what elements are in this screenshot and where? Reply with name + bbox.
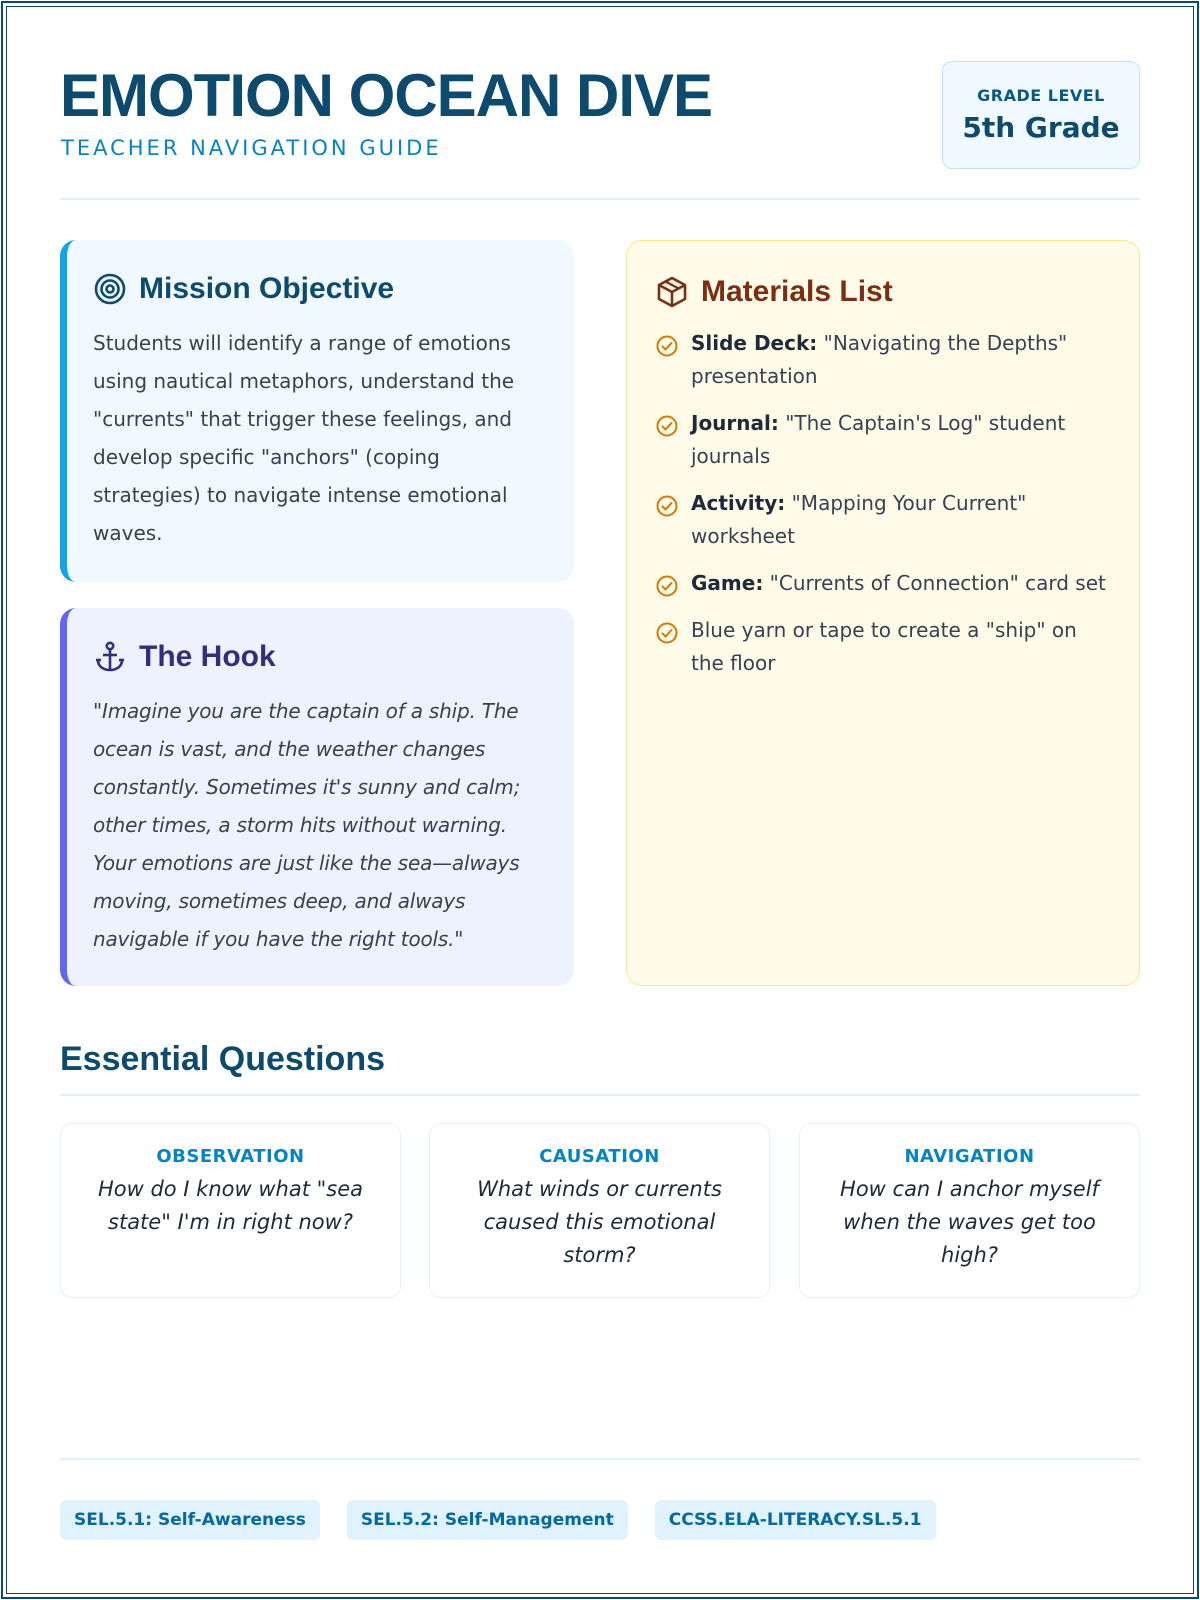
materials-item-desc: "Currents of Connection" card set <box>763 571 1106 595</box>
question-text: How can I anchor myself when the waves get too high? <box>840 1177 1099 1267</box>
materials-list-title: Materials List <box>701 275 893 308</box>
standards-tags <box>60 1500 963 1540</box>
check-circle-icon <box>655 494 679 518</box>
question-category: NAVIGATION <box>904 1146 1035 1167</box>
materials-list-header <box>655 275 893 309</box>
materials-item-desc: "Mapping Your Current" worksheet <box>691 491 1027 548</box>
essential-questions-title: Essential Questions <box>60 1040 385 1078</box>
hook-text: "Imagine you are the captain of a ship. The ocean is vast, and the weather changes constantly. Sometimes it's sunny and calm; other times, a storm hits without warning. Your emotions are just like the sea—always moving, sometimes deep, and always navigable if you have the right tools." <box>93 699 521 951</box>
mission-objective-title: Mission Objective <box>139 272 395 305</box>
materials-item-label: Game: <box>691 571 764 595</box>
box-icon <box>655 275 689 309</box>
check-circle-icon <box>655 621 679 645</box>
check-circle-icon <box>655 334 679 358</box>
footer-divider <box>60 1458 1140 1460</box>
anchor-icon <box>93 640 127 674</box>
hook-title: The Hook <box>139 640 276 673</box>
target-icon <box>93 272 127 306</box>
hook-card <box>60 608 574 986</box>
question-card-observation <box>60 1123 401 1298</box>
section-divider <box>60 1094 1140 1096</box>
materials-item-text <box>691 327 1115 393</box>
page-title: EMOTION OCEAN DIVE <box>60 62 713 129</box>
question-card-navigation <box>799 1123 1140 1298</box>
question-text: How do I know what "sea state" I'm in right now? <box>97 1177 364 1234</box>
standard-tag: SEL.5.1: Self-Awareness <box>60 1500 320 1540</box>
materials-list-card <box>626 240 1140 986</box>
materials-item-text <box>691 614 1115 680</box>
check-circle-icon <box>655 574 679 598</box>
materials-item-label: Activity: <box>691 491 786 515</box>
mission-objective-card <box>60 240 574 582</box>
standard-tag: SEL.5.2: Self-Management <box>347 1500 628 1540</box>
materials-item-text <box>691 487 1115 553</box>
materials-item-desc: Blue yarn or tape to create a "ship" on the floor <box>691 618 1077 675</box>
materials-item <box>655 614 1115 680</box>
grade-level-value: 5th Grade <box>962 111 1120 144</box>
mission-objective-text: Students will identify a range of emotions using nautical metaphors, understand the "currents" that trigger these feelings, and develop specific "anchors" (coping strategies) to navigate intense emotional waves. <box>93 331 515 545</box>
grade-level-label: GRADE LEVEL <box>977 86 1105 105</box>
materials-item-label: Slide Deck: <box>691 331 818 355</box>
materials-item-label: Journal: <box>691 411 779 435</box>
question-category: OBSERVATION <box>156 1146 305 1167</box>
question-card-causation <box>429 1123 770 1298</box>
materials-item <box>655 487 1115 553</box>
materials-item-desc: "The Captain's Log" student journals <box>691 411 1066 468</box>
standard-tag: CCSS.ELA-LITERACY.SL.5.1 <box>655 1500 936 1540</box>
materials-item-desc: "Navigating the Depths" presentation <box>691 331 1068 388</box>
page-header <box>60 58 1140 200</box>
materials-item-text <box>691 567 1106 600</box>
materials-item <box>655 407 1115 473</box>
page-subtitle: TEACHER NAVIGATION GUIDE <box>61 136 442 160</box>
materials-item-text <box>691 407 1115 473</box>
question-text: What winds or currents caused this emotional storm? <box>477 1177 722 1267</box>
question-category: CAUSATION <box>539 1146 660 1167</box>
grade-level-badge <box>942 61 1140 169</box>
mission-objective-header <box>93 272 394 306</box>
hook-header <box>93 640 276 674</box>
check-circle-icon <box>655 414 679 438</box>
materials-list <box>655 327 1115 694</box>
materials-item <box>655 327 1115 393</box>
materials-item <box>655 567 1115 600</box>
